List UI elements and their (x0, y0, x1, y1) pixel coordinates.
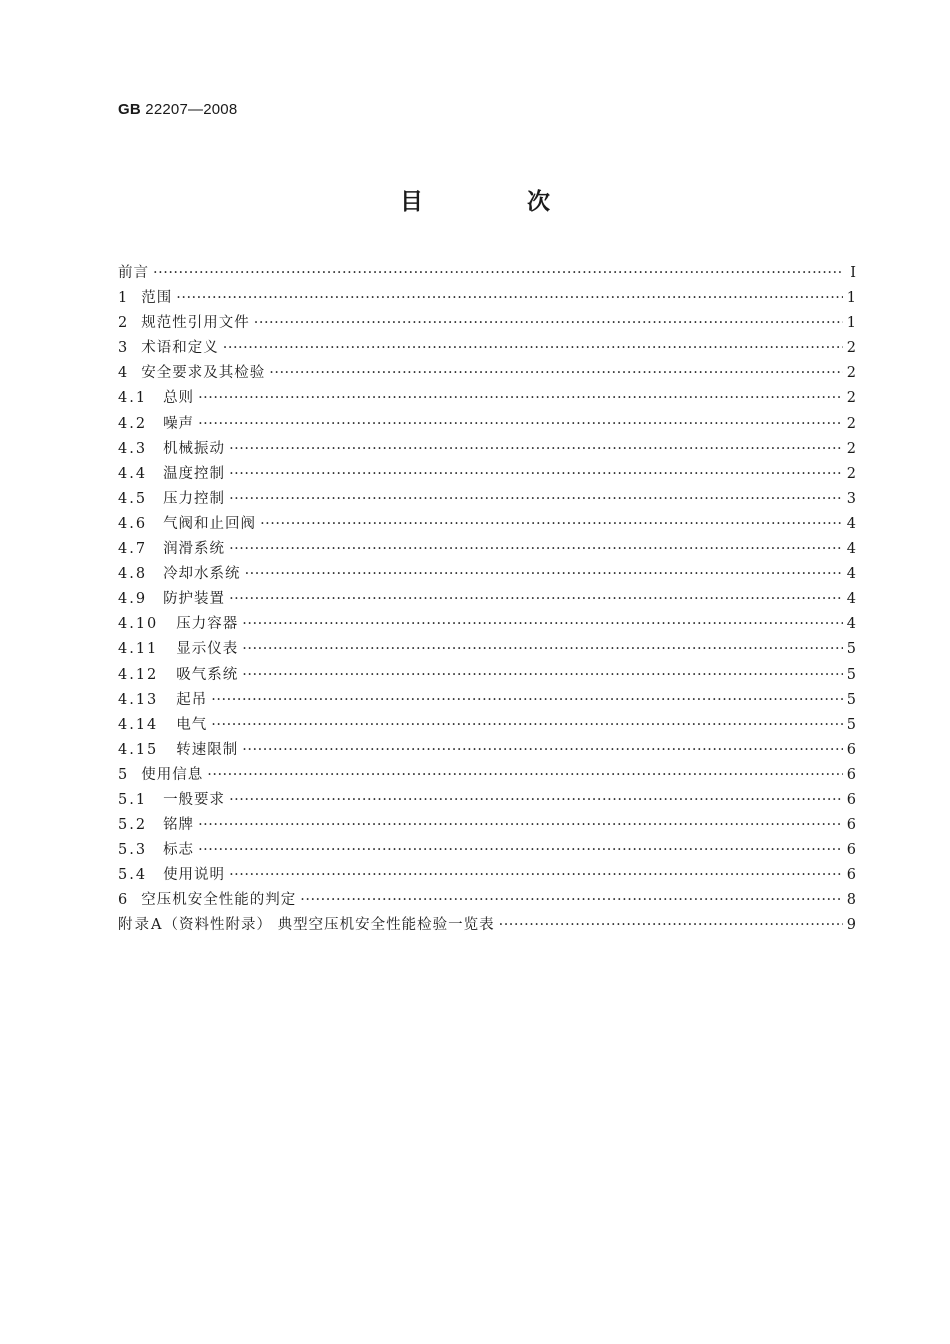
toc-entry[interactable] (118, 738, 856, 763)
toc-entry-page: 2 (846, 365, 856, 382)
toc-entry-number: 5 (118, 766, 128, 783)
toc-entry-number: 4.2 (118, 415, 148, 432)
toc-entry[interactable] (118, 913, 856, 938)
toc-entry[interactable] (118, 562, 856, 587)
toc-entry-page: 2 (846, 465, 856, 482)
toc-entry[interactable] (118, 286, 856, 311)
toc-dot-leader (198, 813, 843, 838)
toc-entry-title: 铭牌 (163, 817, 195, 834)
toc-dot-leader (229, 487, 843, 512)
toc-entry-page: 6 (846, 766, 856, 783)
table-of-contents (118, 261, 856, 939)
toc-entry-number: 4.15 (118, 741, 159, 758)
toc-entry-page: 8 (846, 892, 856, 909)
toc-entry-title: 总则 (163, 390, 195, 407)
toc-entry[interactable] (118, 888, 856, 913)
toc-entry-title: 前言 (118, 265, 149, 281)
toc-entry-page: 5 (846, 666, 856, 683)
toc-entry-number: 5.2 (118, 817, 148, 834)
toc-entry-number: 5.3 (118, 842, 148, 859)
toc-dot-leader (229, 537, 843, 562)
toc-entry[interactable] (118, 788, 856, 813)
toc-entry-page: 6 (846, 867, 856, 884)
toc-dot-leader (242, 637, 842, 662)
toc-entry[interactable] (118, 462, 856, 487)
toc-entry-number: 5.1 (118, 791, 148, 808)
toc-dot-leader (223, 336, 843, 361)
toc-entry-title: 标志 (163, 842, 195, 859)
toc-entry[interactable] (118, 361, 856, 386)
toc-entry-number: 5.4 (118, 867, 148, 884)
toc-entry-page: 9 (846, 917, 856, 934)
page-title: 目 次 (399, 189, 598, 215)
toc-entry-title: 术语和定义 (141, 340, 219, 357)
toc-entry[interactable] (118, 663, 856, 688)
toc-dot-leader (499, 913, 843, 938)
toc-entry-title: 防护装置 (163, 591, 226, 608)
toc-entry-page: 1 (846, 290, 856, 307)
toc-entry-number: 4.10 (118, 616, 159, 633)
toc-entry-title: 压力控制 (163, 490, 226, 507)
toc-dot-leader (198, 838, 843, 863)
toc-entry-title: 冷却水系统 (163, 566, 241, 583)
toc-entry-page: 4 (846, 566, 856, 583)
toc-entry-title: 空压机安全性能的判定 (141, 892, 297, 909)
toc-entry-number: 4.13 (118, 691, 159, 708)
toc-entry-page: 6 (846, 741, 856, 758)
toc-entry-title: 气阀和止回阀 (163, 515, 257, 532)
toc-entry-number: 2 (118, 315, 128, 332)
toc-entry-page: 6 (846, 842, 856, 859)
toc-entry[interactable] (118, 813, 856, 838)
toc-entry-number: 4.5 (118, 490, 148, 507)
toc-entry-title: 压力容器 (176, 616, 239, 633)
toc-dot-leader (211, 713, 842, 738)
toc-dot-leader (242, 612, 842, 637)
toc-entry-page: 1 (846, 315, 856, 332)
toc-entry-page: 5 (846, 691, 856, 708)
toc-dot-leader (245, 562, 843, 587)
toc-dot-leader (260, 512, 843, 537)
toc-entry-title: 温度控制 (163, 465, 226, 482)
toc-entry-page: 4 (846, 616, 856, 633)
toc-entry-page: 6 (846, 791, 856, 808)
toc-entry-number: 4.1 (118, 390, 148, 407)
toc-entry[interactable] (118, 386, 856, 411)
toc-entry-page: Ⅰ (850, 265, 856, 281)
toc-dot-leader (198, 412, 843, 437)
toc-dot-leader (254, 311, 843, 336)
toc-dot-leader (229, 462, 843, 487)
toc-entry[interactable] (118, 587, 856, 612)
toc-entry-title: 吸气系统 (176, 666, 239, 683)
toc-dot-leader (176, 286, 843, 311)
toc-entry-page: 2 (846, 415, 856, 432)
toc-dot-leader (229, 437, 843, 462)
toc-entry[interactable] (118, 261, 856, 286)
toc-entry-title: 安全要求及其检验 (141, 365, 266, 382)
toc-dot-leader (229, 587, 843, 612)
toc-entry-number: 4.14 (118, 716, 159, 733)
toc-dot-leader (242, 738, 842, 763)
toc-entry[interactable] (118, 487, 856, 512)
toc-entry-title: 一般要求 (163, 791, 226, 808)
toc-dot-leader (211, 688, 842, 713)
toc-entry[interactable] (118, 713, 856, 738)
toc-entry-page: 4 (846, 591, 856, 608)
toc-entry-title: （资料性附录） 典型空压机安全性能检验一览表 (163, 917, 495, 934)
toc-entry-number: 4.11 (118, 641, 159, 658)
toc-entry[interactable] (118, 838, 856, 863)
toc-entry[interactable] (118, 437, 856, 462)
toc-entry-page: 4 (846, 541, 856, 558)
toc-dot-leader (198, 386, 843, 411)
toc-entry-page: 2 (846, 390, 856, 407)
toc-entry-title: 显示仪表 (176, 641, 239, 658)
toc-entry-number: 4.8 (118, 566, 148, 583)
toc-entry-page: 2 (846, 440, 856, 457)
toc-entry[interactable] (118, 637, 856, 662)
toc-entry-number: 4 (118, 365, 128, 382)
toc-entry-number: 4.3 (118, 440, 148, 457)
toc-entry-page: 5 (846, 641, 856, 658)
toc-entry[interactable] (118, 763, 856, 788)
toc-entry-title: 范围 (141, 290, 173, 307)
toc-entry[interactable] (118, 412, 856, 437)
toc-entry-page: 2 (846, 340, 856, 357)
standard-number: 22207—2008 (145, 101, 238, 118)
toc-entry-title: 转速限制 (176, 741, 239, 758)
toc-dot-leader (207, 763, 843, 788)
toc-entry-number: 4.7 (118, 541, 148, 558)
toc-entry-number: 1 (118, 290, 128, 307)
standard-code (118, 101, 237, 118)
toc-entry-number: 4.6 (118, 515, 148, 532)
toc-entry-title: 机械振动 (163, 440, 226, 457)
toc-entry-page: 5 (846, 716, 856, 733)
toc-entry-number: 附录A (118, 917, 164, 934)
toc-entry-title: 起吊 (176, 691, 208, 708)
toc-dot-leader (229, 863, 843, 888)
toc-entry[interactable] (118, 512, 856, 537)
toc-entry[interactable] (118, 537, 856, 562)
toc-entry-title: 噪声 (163, 415, 195, 432)
toc-entry-title: 电气 (176, 716, 208, 733)
toc-dot-leader (153, 261, 843, 286)
toc-entry-title: 润滑系统 (163, 541, 226, 558)
toc-entry[interactable] (118, 311, 856, 336)
toc-entry-number: 4.4 (118, 465, 148, 482)
toc-entry-number: 4.12 (118, 666, 159, 683)
toc-entry-title: 使用信息 (141, 766, 204, 783)
toc-entry-page: 4 (846, 515, 856, 532)
toc-entry-title: 使用说明 (163, 867, 226, 884)
toc-dot-leader (242, 663, 842, 688)
toc-dot-leader (269, 361, 843, 386)
toc-entry-page: 3 (846, 490, 856, 507)
toc-entry-number: 3 (118, 340, 128, 357)
toc-entry[interactable] (118, 612, 856, 637)
toc-entry[interactable] (118, 336, 856, 361)
toc-entry-title: 规范性引用文件 (141, 315, 250, 332)
standard-prefix: GB (118, 101, 141, 118)
toc-entry-number: 4.9 (118, 591, 148, 608)
toc-dot-leader (300, 888, 843, 913)
toc-entry-number: 6 (118, 892, 128, 909)
toc-entry[interactable] (118, 688, 856, 713)
toc-entry[interactable] (118, 863, 856, 888)
toc-dot-leader (229, 788, 843, 813)
toc-entry-page: 6 (846, 817, 856, 834)
